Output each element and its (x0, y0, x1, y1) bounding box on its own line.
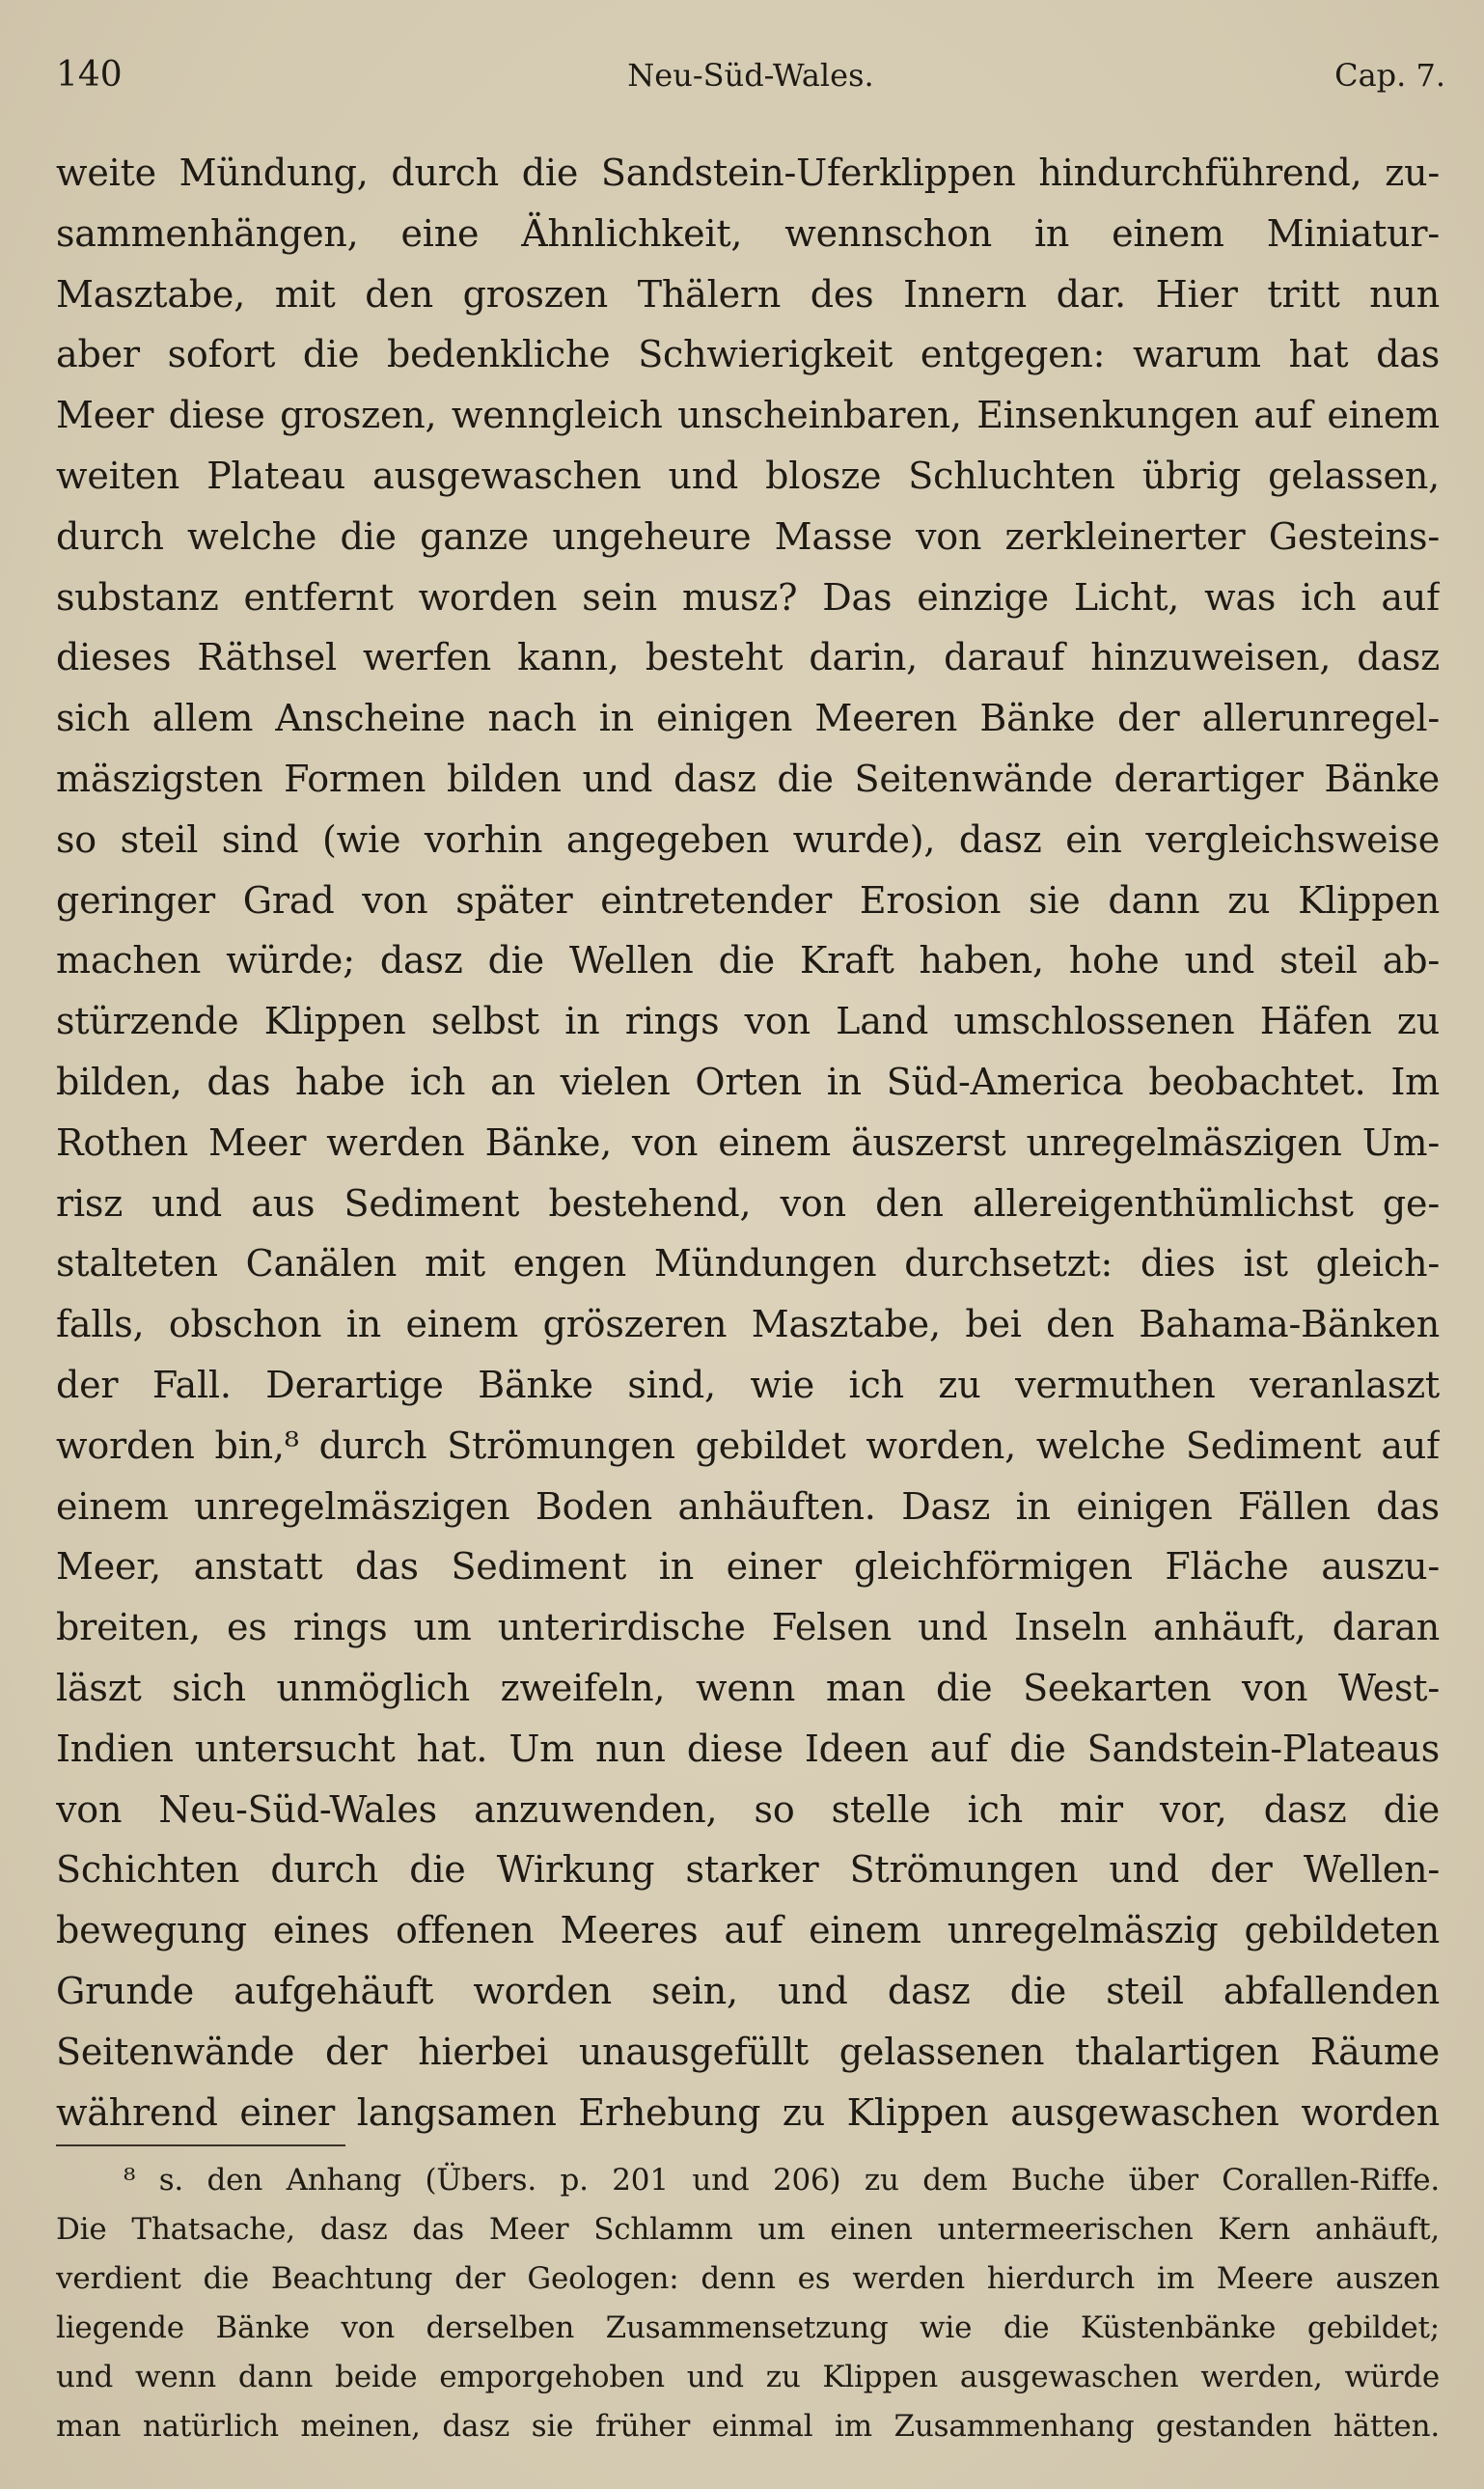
text-line: stürzende Klippen selbst in rings von Land umschlossenen Häfen zu (56, 1000, 1440, 1043)
footnote-line: man natürlich meinen, dasz sie früher einmal im Zusammenhang gestanden hätten. (56, 2409, 1440, 2444)
text-line: dieses Räthsel werfen kann, besteht darin, darauf hinzuweisen, dasz (56, 636, 1440, 679)
footnote-line: verdient die Beachtung der Geologen: denn es werden hierdurch im Meere auszen (56, 2261, 1440, 2296)
footnote (56, 2156, 1440, 2451)
text-line: sich allem Anscheine nach in einigen Meeren Bänke der allerunregel- (56, 697, 1440, 740)
text-line: mäszigsten Formen bilden und dasz die Seitenwände derartiger Bänke (56, 757, 1440, 800)
text-line: Masztabe, mit den groszen Thälern des Innern dar. Hier tritt nun (56, 272, 1440, 316)
text-line: bewegung eines offenen Meeres auf einem unregelmäszig gebildeten (56, 1909, 1440, 1952)
running-title: Neu-Süd-Wales. (627, 57, 874, 94)
text-line: weite Mündung, durch die Sandstein-Uferklippen hindurchführend, zu- (56, 152, 1440, 194)
text-line: breiten, es rings um unterirdische Felsen und Inseln anhäuft, daran (56, 1606, 1440, 1649)
text-line: substanz entfernt worden sein musz? Das einzige Licht, was ich auf (56, 575, 1440, 619)
footnote-rule (56, 2144, 345, 2146)
text-line: aber sofort die bedenkliche Schwierigkeit entgegen: warum hat das (56, 333, 1440, 376)
footnote-line: liegende Bänke von derselben Zusammensetzung wie die Küstenbänke gebildet; (56, 2310, 1440, 2345)
text-line: falls, obschon in einem gröszeren Masztabe, bei den Bahama-Bänken (56, 1303, 1440, 1346)
chapter-label: Cap. 7. (1334, 57, 1445, 94)
page-header (56, 48, 1445, 102)
text-line: stalteten Canälen mit engen Mündungen durchsetzt: dies ist gleich- (56, 1242, 1440, 1286)
text-line: machen würde; dasz die Wellen die Kraft haben, hohe und steil ab- (56, 939, 1440, 982)
text-line: Schichten durch die Wirkung starker Strömungen und der Wellen- (56, 1848, 1440, 1892)
text-line: durch welche die ganze ungeheure Masse von zerkleinerter Gesteins- (56, 514, 1440, 558)
text-line: Meer, anstatt das Sediment in einer gleichförmigen Fläche auszu- (56, 1545, 1440, 1589)
text-line: der Fall. Derartige Bänke sind, wie ich zu vermuthen veranlaszt (56, 1363, 1440, 1406)
main-text (56, 143, 1440, 2143)
text-line: von Neu-Süd-Wales anzuwenden, so stelle ich mir vor, dasz die (56, 1787, 1440, 1831)
text-line: bilden, das habe ich an vielen Orten in Süd-America beobachtet. Im (56, 1060, 1440, 1103)
text-line: während einer langsamen Erhebung zu Klippen ausgewaschen worden (56, 2090, 1440, 2134)
text-line: weiten Plateau ausgewaschen und blosze Schluchten übrig gelassen, (56, 454, 1440, 497)
text-line: läszt sich unmöglich zweifeln, wenn man die Seekarten von West- (56, 1666, 1440, 1709)
text-line: Seitenwände der hierbei unausgefüllt gelassenen thalartigen Räume (56, 2030, 1440, 2073)
footnote-line: und wenn dann beide emporgehoben und zu Klippen ausgewaschen werden, würde (56, 2360, 1440, 2394)
text-line: Grunde aufgehäuft worden sein, und dasz die steil abfallenden (56, 1969, 1440, 2012)
text-line: Meer diese groszen, wenngleich unscheinbaren, Einsenkungen auf einem (56, 394, 1440, 437)
text-line: geringer Grad von später eintretender Erosion sie dann zu Klippen (56, 878, 1440, 922)
text-line: risz und aus Sediment bestehend, von den allereigenthümlichst ge- (56, 1181, 1440, 1225)
text-line: einem unregelmäszigen Boden anhäuften. Dasz in einigen Fällen das (56, 1484, 1440, 1528)
text-line: so steil sind (wie vorhin angegeben wurde), dasz ein vergleichsweise (56, 817, 1440, 861)
text-line: sammenhängen, eine Ähnlichkeit, wennschon in einem Miniatur- (56, 211, 1440, 255)
text-line: Indien untersucht hat. Um nun diese Ideen auf die Sandstein-Plateaus (56, 1727, 1440, 1770)
text-line: Rothen Meer werden Bänke, von einem äuszerst unregelmäszigen Um- (56, 1120, 1440, 1164)
text-line: worden bin,⁸ durch Strömungen gebildet worden, welche Sediment auf (56, 1424, 1440, 1467)
footnote-line: Die Thatsache, dasz das Meer Schlamm um einen untermeerischen Kern anhäuft, (56, 2212, 1440, 2247)
footnote-line: ⁸ s. den Anhang (Übers. p. 201 und 206) zu dem Buche über Corallen-Riffe. (124, 2163, 1440, 2198)
page-number: 140 (56, 55, 123, 95)
